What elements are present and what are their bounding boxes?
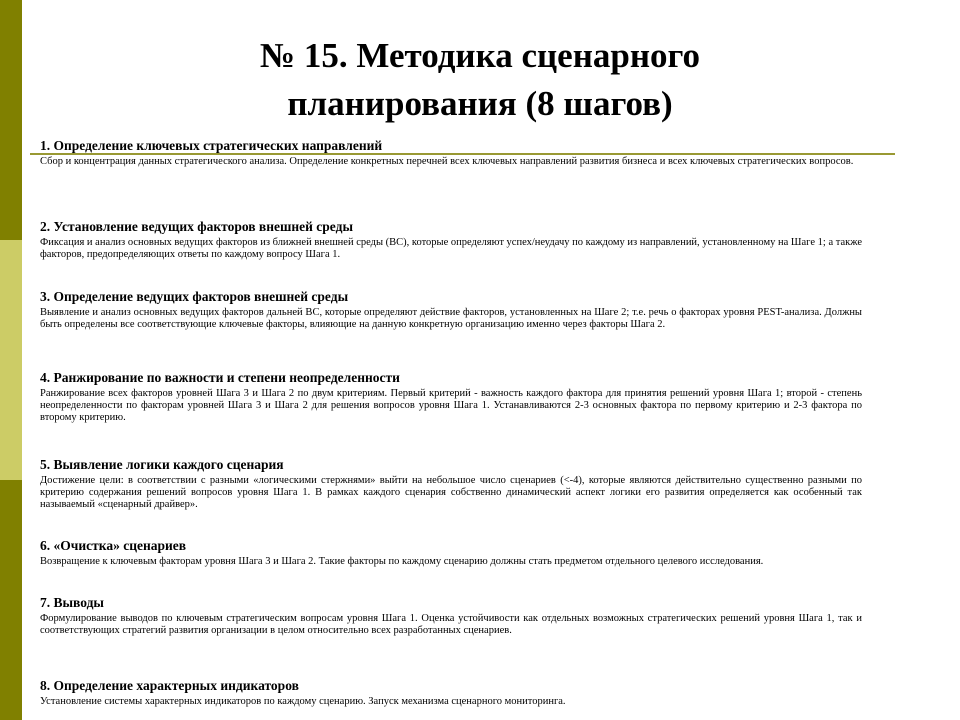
step-heading: 1. Определение ключевых стратегических направлений [40,138,383,153]
sidebar-segment-top [0,0,22,240]
step-7 [40,595,862,637]
sidebar-segment-bottom [0,480,22,720]
decorative-sidebar [0,0,22,720]
step-heading: 3. Определение ведущих факторов внешней среды [40,289,349,304]
slide-title-line-2: планирования (8 шагов) [287,84,673,123]
step-text: Формулирование выводов по ключевым стратегическим вопросам уровня Шага 1. Оценка устойчивости как отдельных возможных стратегических решений уровня Шага 1, так и соответствующих стратегий развития организации в целом относительно всех разработанных сценариев. [40,613,862,636]
step-1 [40,138,862,168]
step-3 [40,289,862,331]
step-4 [40,370,862,424]
sidebar-segment-middle [0,240,22,480]
slide-title-line-1: № 15. Методика сценарного [259,36,701,75]
slide-title [150,32,810,128]
step-text: Выявление и анализ основных ведущих факторов дальней ВС, которые определяют действие факторов, установленных на Шаге 2; т.е. речь о факторах уровня PEST-анализа. Должны быть определены все соответствующие ключевые факторы, влияющие на данную конкретную организацию именно через факторы Шага 2. [40,307,862,330]
step-5 [40,457,862,511]
step-text: Ранжирование всех факторов уровней Шага 3 и Шага 2 по двум критериям. Первый критерий - важность каждого фактора для принятия решений уровня Шага 1; второй - степень неопределенности по факторам уровней Шага 3 и Шага 2 для решения вопросов уровня Шага 1. Устанавливаются 2-3 основных фактора по первому критерию и 2-3 фактора по второму критерию. [40,388,862,423]
step-text: Фиксация и анализ основных ведущих факторов из ближней внешней среды (ВС), которые определяют успех/неудачу по каждому из направлений, установленному на Шаге 1; а также факторов, предопределяющих ответы по каждому вопросу Шага 1. [40,237,862,260]
step-text: Возвращение к ключевым факторам уровня Шага 3 и Шага 2. Такие факторы по каждому сценарию должны стать предметом отдельного целевого исследования. [40,556,764,567]
step-heading: 5. Выявление логики каждого сценария [40,457,284,472]
step-8 [40,678,862,708]
step-heading: 6. «Очистка» сценариев [40,538,187,553]
step-text: Сбор и концентрация данных стратегического анализа. Определение конкретных перечней всех ключевых направлений развития бизнеса и всех ключевых стратегических вопросов. [40,156,854,167]
step-heading: 2. Установление ведущих факторов внешней среды [40,219,353,234]
step-heading: 4. Ранжирование по важности и степени неопределенности [40,370,400,385]
step-2 [40,219,862,261]
step-text: Достижение цели: в соответствии с разными «логическими стержнями» выйти на небольшое число сценариев (<-4), которые являются действительно существенно разными по критерию содержания решений вопросов уровня Шага 1. В рамках каждого сценария собственно динамический аспект логики его развития определяется как особенный так называемый «сценарный драйвер». [40,475,862,510]
step-heading: 8. Определение характерных индикаторов [40,678,299,693]
step-heading: 7. Выводы [40,595,104,610]
step-6 [40,538,862,568]
step-text: Установление системы характерных индикаторов по каждому сценарию. Запуск механизма сценарного мониторинга. [40,696,566,707]
